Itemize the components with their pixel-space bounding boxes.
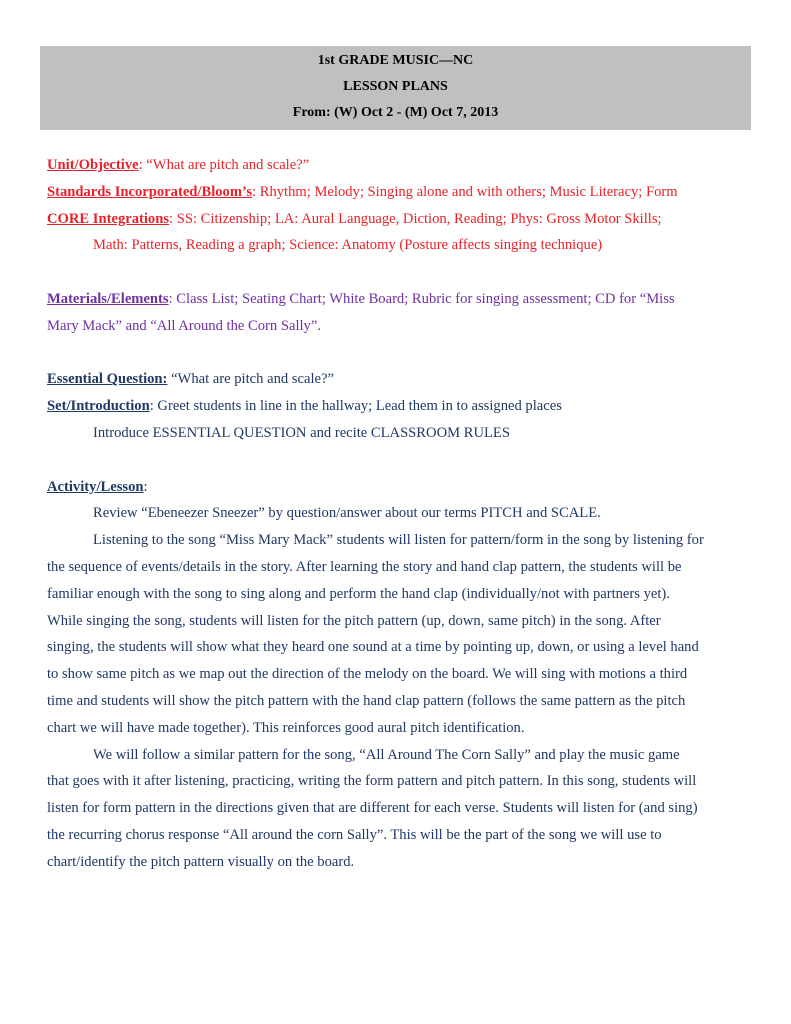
activity-paragraph-2-line: time and students will show the pitch pattern with the hand clap pattern (follows the same pattern as the pitch — [47, 692, 686, 709]
materials-text-line2: Mary Mack” and “All Around the Corn Sally”. — [47, 317, 321, 334]
unit-objective-label: Unit/Objective — [47, 157, 139, 173]
activity-lesson-colon: : — [143, 478, 148, 495]
activity-paragraph-3-line: We will follow a similar pattern for the song, “All Around The Corn Sally” and play the music game — [93, 746, 680, 763]
activity-lesson-label: Activity/Lesson — [47, 478, 144, 495]
essential-question-text: “What are pitch and scale?” — [167, 371, 334, 388]
spacer — [47, 259, 747, 286]
unit-objective — [47, 152, 747, 179]
set-introduction-text-line1: : Greet students in line in the hallway; Lead them in to assigned places — [149, 398, 562, 415]
activity-paragraph-3-line: the recurring chorus response “All around the corn Sally”. This will be the part of the song we will use to — [47, 826, 662, 843]
activity-paragraph-1: Review “Ebeneezer Sneezer” by question/answer about our terms PITCH and SCALE. — [93, 505, 601, 522]
activity-paragraph-2-line: Listening to the song “Miss Mary Mack” students will listen for pattern/form in the song by listening for — [93, 532, 704, 549]
activity-lesson — [47, 474, 747, 501]
materials-label: Materials/Elements — [47, 290, 169, 307]
core-text-line2: Math: Patterns, Reading a graph; Science: Anatomy (Posture affects singing technique) — [93, 237, 603, 254]
header-title: 1st GRADE MUSIC—NC — [317, 53, 474, 68]
activity-paragraph-2-line: the sequence of events/details in the story. After learning the story and hand clap pattern, the students will be — [47, 558, 682, 575]
core-label: CORE Integrations — [47, 210, 170, 227]
activity-paragraph-2-line: singing, the students will show what they heard one sound at a time by pointing up, down, or using a level hand — [47, 639, 699, 656]
activity-paragraph-3-line: listen for form pattern in the directions given that are different for each verse. Students will listen for (and sing) — [47, 800, 698, 817]
lesson-plan-header — [40, 46, 751, 130]
activity-paragraph-3-line: chart/identify the pitch pattern visually on the board. — [47, 853, 355, 870]
unit-objective-text: : “What are pitch and scale?” — [138, 157, 310, 173]
core-integrations — [47, 206, 747, 233]
header-subtitle: LESSON PLANS — [343, 79, 448, 94]
essential-question-label: Essential Question: — [47, 371, 168, 388]
lesson-body — [47, 152, 747, 876]
header-date-range: From: (W) Oct 2 - (M) Oct 7, 2013 — [292, 105, 499, 120]
activity-paragraph-3-line: that goes with it after listening, practicing, writing the form pattern and pitch pattern. In this song, students will — [47, 773, 697, 790]
core-text-line1: : SS: Citizenship; LA: Aural Language, Diction, Reading; Phys: Gross Motor Skills; — [169, 210, 662, 227]
spacer — [47, 447, 747, 474]
standards-incorporated — [47, 179, 747, 206]
standards-label: Standards Incorporated/Bloom’s — [47, 183, 253, 200]
set-introduction-text-line2: Introduce ESSENTIAL QUESTION and recite CLASSROOM RULES — [93, 424, 510, 441]
activity-paragraph-2-line: chart we will have made together). This reinforces good aural pitch identification. — [47, 719, 525, 736]
spacer — [47, 340, 747, 367]
activity-paragraph-2-line: While singing the song, students will listen for the pitch pattern (up, down, same pitch) in the song. After — [47, 612, 661, 629]
set-introduction — [47, 393, 747, 420]
essential-question — [47, 366, 747, 393]
materials-text-line1: : Class List; Seating Chart; White Board; Rubric for singing assessment; CD for “Miss — [168, 290, 675, 307]
set-introduction-label: Set/Introduction — [47, 398, 150, 415]
activity-paragraph-2-line: to show same pitch as we map out the direction of the melody on the board. We will sing with motions a third — [47, 666, 688, 683]
materials-elements — [47, 286, 747, 313]
activity-paragraph-2-line: familiar enough with the song to sing along and perform the hand clap (individually/not with partners yet). — [47, 585, 670, 602]
standards-text: : Rhythm; Melody; Singing alone and with others; Music Literacy; Form — [252, 183, 678, 200]
